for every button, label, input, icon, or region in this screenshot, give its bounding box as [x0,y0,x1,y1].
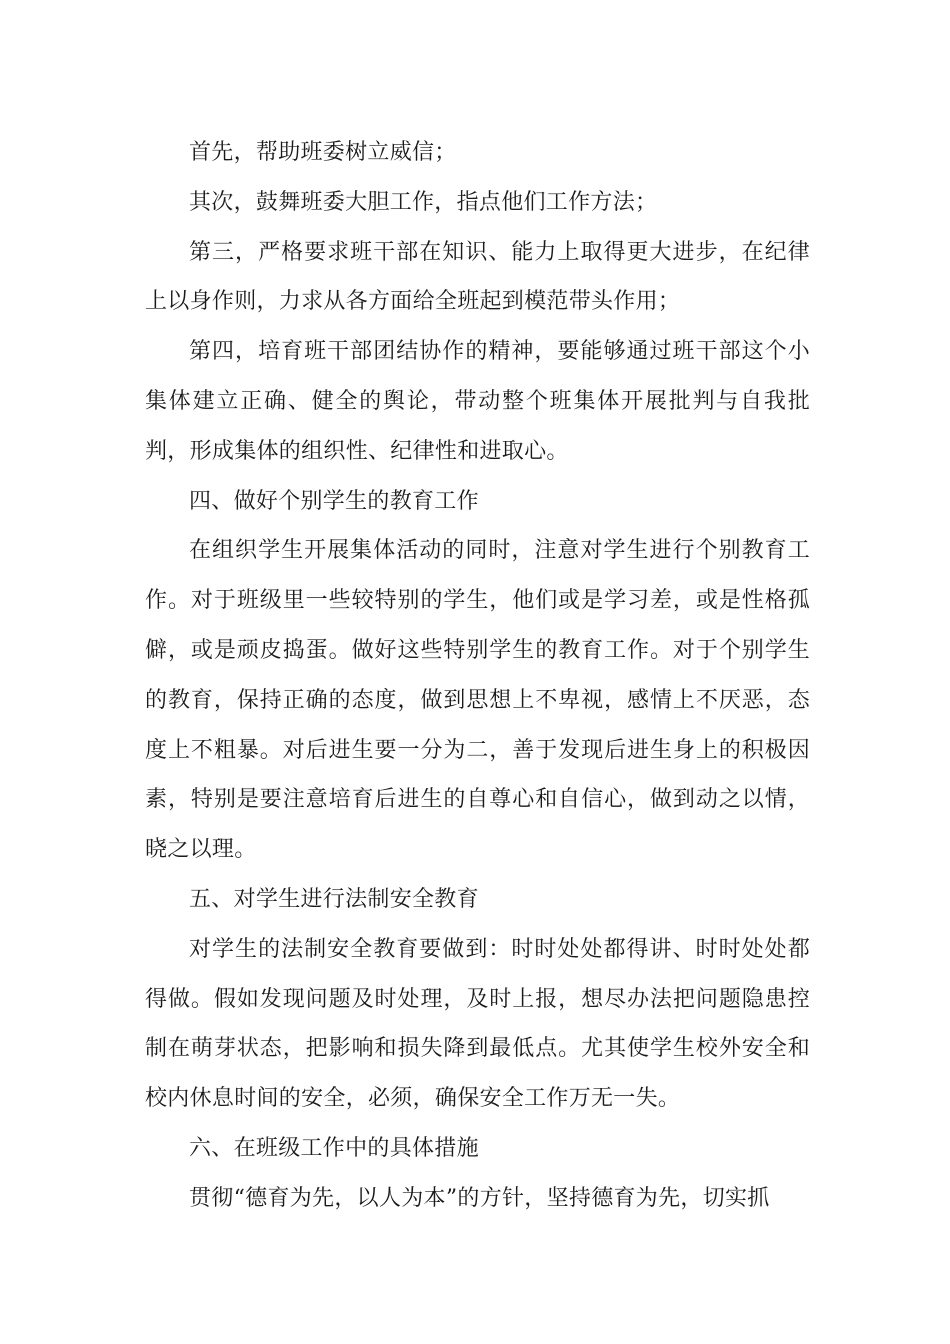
paragraph-3: 第三，严格要求班干部在知识、能力上取得更大进步，在纪律上以身作则，力求从各方面给全班起到模范带头作用； [145,239,810,315]
section-heading-5: 五、对学生进行法制安全教育 [189,886,479,912]
section-heading-6: 六、在班级工作中的具体措施 [189,1135,479,1161]
paragraph-6: 对学生的法制安全教育要做到：时时处处都得讲、时时处处都得做。假如发现问题及时处理，及时上报，想尽办法把问题隐患控制在萌芽状态，把影响和损失降到最低点。尤其使学生校外安全和校内休息时间的安全，必须，确保安全工作万无一失。 [145,936,810,1112]
paragraph-2: 其次，鼓舞班委大胆工作，指点他们工作方法； [189,189,658,215]
paragraph-4: 第四，培育班干部团结协作的精神，要能够通过班干部这个小集体建立正确、健全的舆论，带动整个班集体开展批判与自我批判，形成集体的组织性、纪律性和进取心。 [145,339,810,464]
paragraph-5: 在组织学生开展集体活动的同时，注意对学生进行个别教育工作。对于班级里一些较特别的学生，他们或是学习差，或是性格孤僻，或是顽皮捣蛋。做好这些特别学生的教育工作。对于个别学生的教育，保持正确的态度，做到思想上不卑视，感情上不厌恶，态度上不粗暴。对后进生要一分为二，善于发现后进生身上的积极因素，特别是要注意培育后进生的自尊心和自信心，做到动之以情，晓之以理。 [145,538,810,863]
paragraph-7: 贯彻“德育为先，以人为本”的方针，坚持德育为先，切实抓 [189,1185,770,1211]
document-body [145,128,810,1224]
paragraph-1: 首先，帮助班委树立威信； [189,140,457,165]
section-heading-4: 四、做好个别学生的教育工作 [189,488,479,514]
